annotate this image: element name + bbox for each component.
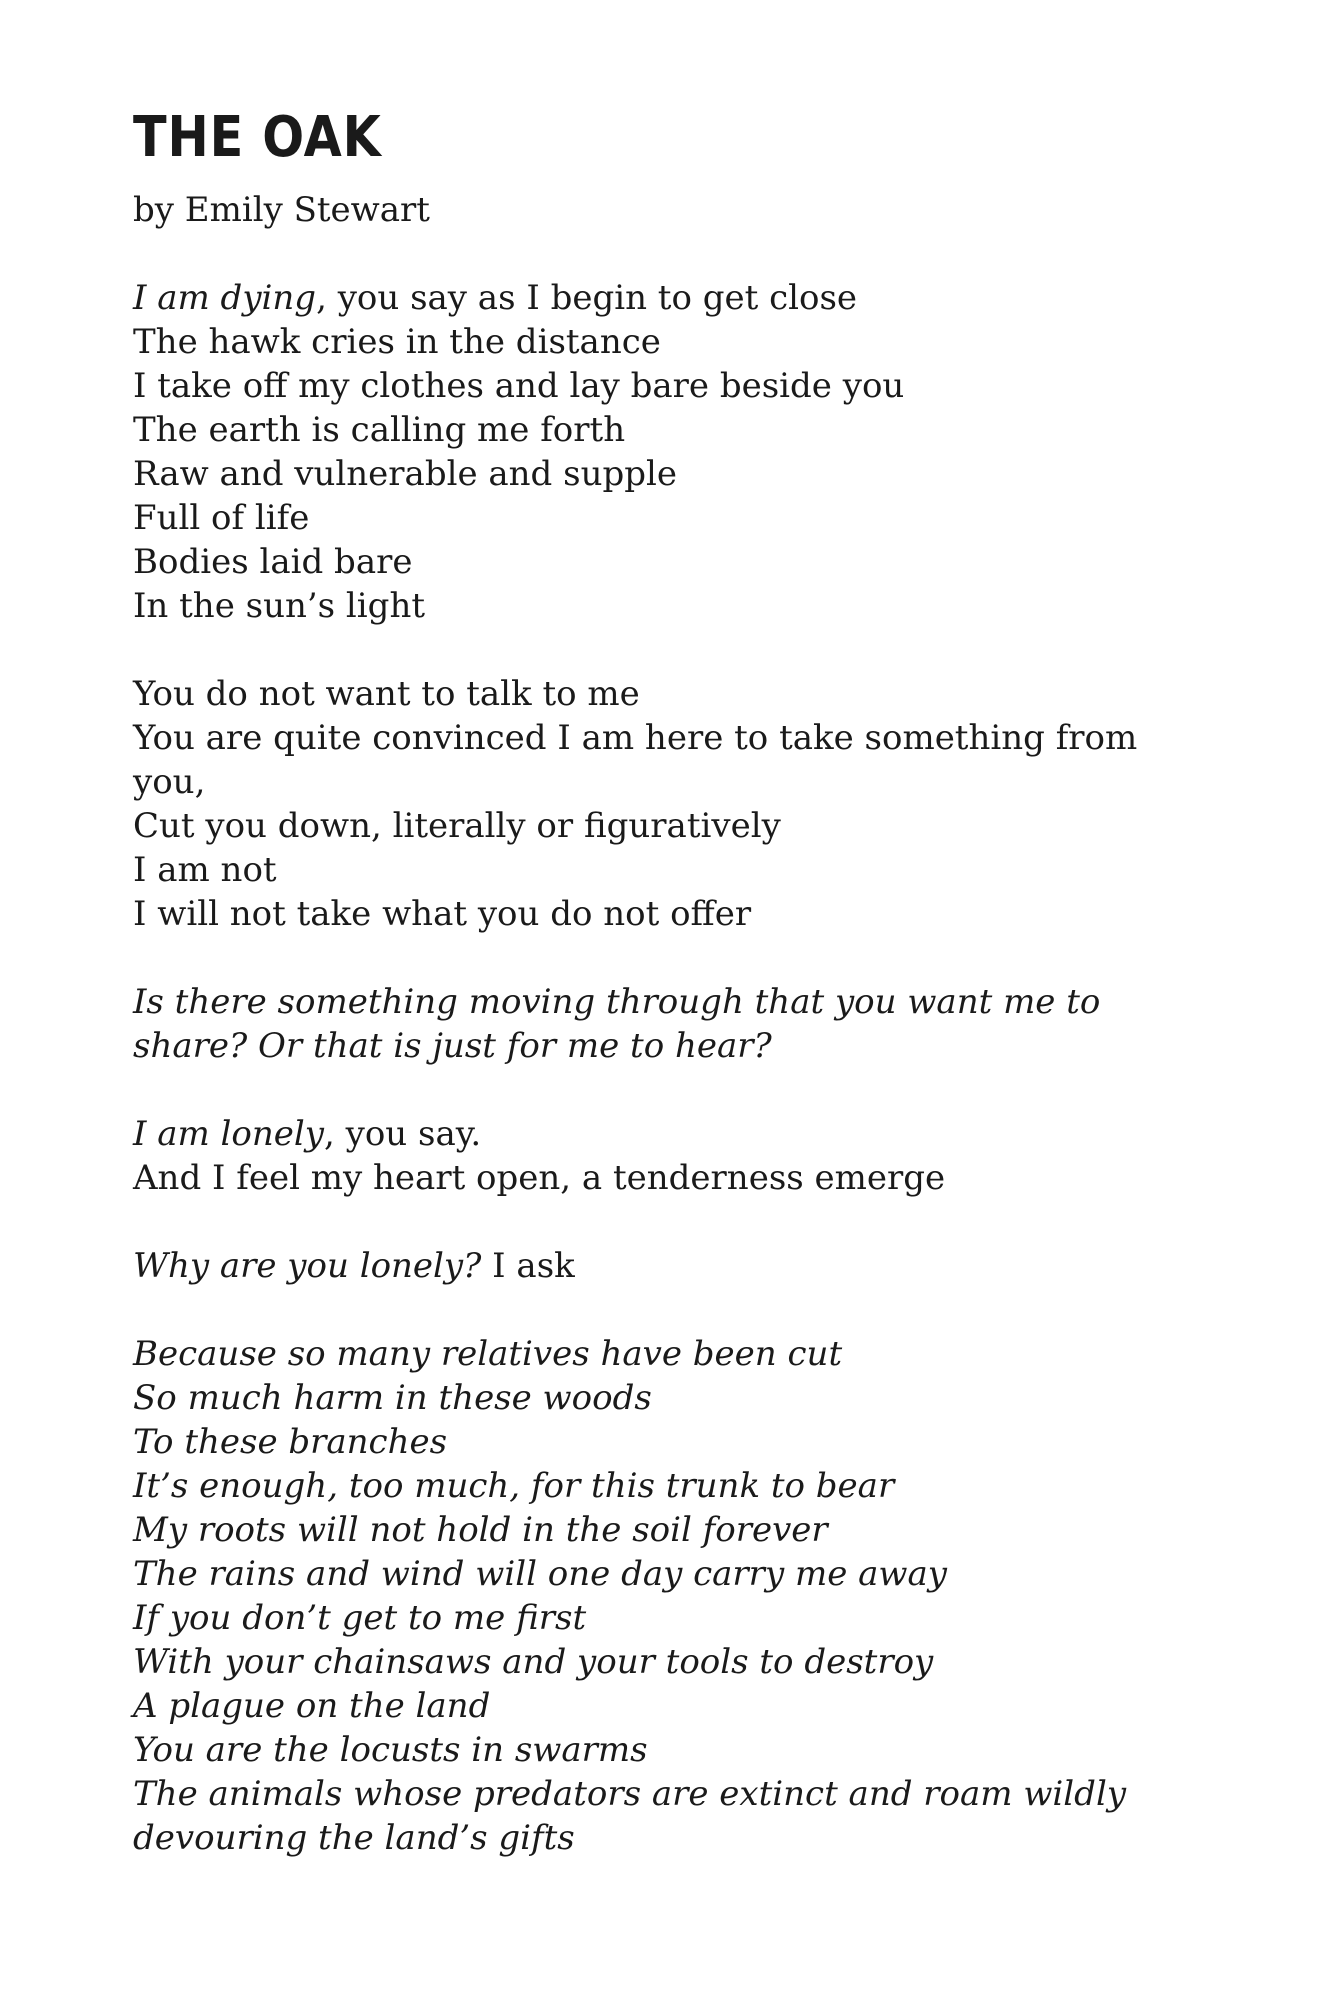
line-text: , you say as I begin to get close — [316, 278, 858, 318]
stanza-1 — [133, 276, 1213, 628]
italic-phrase: I am lonely — [133, 1114, 325, 1154]
poem-line: With your chainsaws and your tools to destroy — [133, 1642, 934, 1682]
poem-line — [133, 276, 1213, 320]
line-text: , you say. — [324, 1114, 482, 1154]
poem-line: In the sun’s light — [133, 586, 426, 626]
poem-line: I take off my clothes and lay bare beside you — [133, 366, 905, 406]
poem-line: It’s enough, too much, for this trunk to bear — [133, 1466, 895, 1506]
poem-line: My roots will not hold in the soil forever — [133, 1510, 828, 1550]
poem-line: Because so many relatives have been cut — [133, 1334, 843, 1374]
poem-line: Raw and vulnerable and supple — [133, 454, 677, 494]
stanza-4 — [133, 1112, 1213, 1200]
poem-title: THE OAK — [133, 105, 382, 170]
poem-line: I am not — [133, 850, 277, 890]
poem-line — [133, 1112, 1213, 1156]
poem-line: Is there something moving through that you want me to share? Or that is just for me to hear? — [133, 982, 1101, 1066]
poem-line: Full of life — [133, 498, 310, 538]
poem-line: Bodies laid bare — [133, 542, 413, 582]
stanza-6 — [133, 1332, 1213, 1860]
stanza-5 — [133, 1244, 1213, 1288]
stanza-2 — [133, 672, 1213, 936]
poem-line: And I feel my heart open, a tenderness emerge — [133, 1158, 946, 1198]
poem-line: The animals whose predators are extinct and roam wildly devouring the land’s gifts — [133, 1774, 1127, 1858]
poem-line: A plague on the land — [133, 1686, 491, 1726]
stanza-3 — [133, 980, 1213, 1068]
poem-line: Cut you down, literally or figuratively — [133, 806, 781, 846]
poem-line: You are the locusts in swarms — [133, 1730, 648, 1770]
poem-line: The hawk cries in the distance — [133, 322, 661, 362]
poem-line: I will not take what you do not offer — [133, 894, 752, 934]
poem-byline: by Emily Stewart — [133, 190, 430, 230]
poem-line: So much harm in these woods — [133, 1378, 652, 1418]
poem-line: You do not want to talk to me — [133, 674, 640, 714]
poem-line: You are quite convinced I am here to take something from you, — [133, 718, 1138, 802]
poem-line — [133, 1244, 1213, 1288]
poem-line: To these branches — [133, 1422, 448, 1462]
italic-phrase: Why are you lonely? — [133, 1246, 482, 1286]
italic-phrase: I am dying — [133, 278, 317, 318]
poem-page — [133, 104, 1213, 1860]
poem-line: If you don’t get to me first — [133, 1598, 587, 1638]
poem-line: The earth is calling me forth — [133, 410, 626, 450]
line-text: I ask — [481, 1246, 575, 1286]
poem-line: The rains and wind will one day carry me away — [133, 1554, 947, 1594]
